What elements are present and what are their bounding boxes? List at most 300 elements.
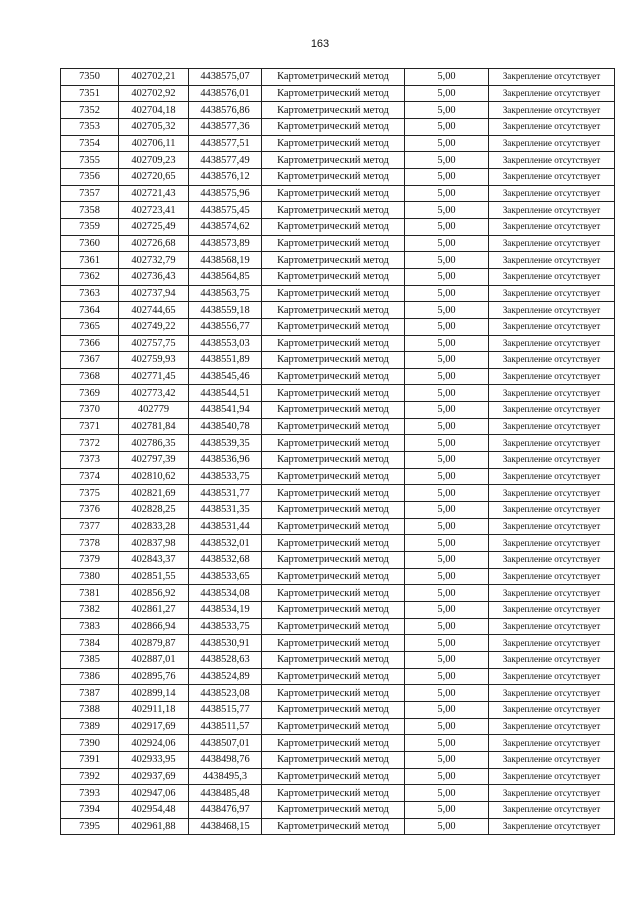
method-cell: Картометрический метод bbox=[262, 69, 405, 86]
fixation-cell: Закрепление отсутствует bbox=[489, 735, 615, 752]
point-number-cell: 7391 bbox=[61, 751, 119, 768]
point-number-cell: 7360 bbox=[61, 235, 119, 252]
x-coordinate-cell: 402736,43 bbox=[119, 268, 189, 285]
accuracy-cell: 5,00 bbox=[405, 135, 489, 152]
accuracy-cell: 5,00 bbox=[405, 818, 489, 835]
table-row bbox=[61, 618, 615, 635]
y-coordinate-cell: 4438575,96 bbox=[189, 185, 262, 202]
fixation-cell: Закрепление отсутствует bbox=[489, 235, 615, 252]
method-cell: Картометрический метод bbox=[262, 435, 405, 452]
point-number-cell: 7351 bbox=[61, 85, 119, 102]
point-number-cell: 7367 bbox=[61, 352, 119, 369]
fixation-cell: Закрепление отсутствует bbox=[489, 118, 615, 135]
method-cell: Картометрический метод bbox=[262, 285, 405, 302]
fixation-cell: Закрепление отсутствует bbox=[489, 418, 615, 435]
fixation-cell: Закрепление отсутствует bbox=[489, 535, 615, 552]
y-coordinate-cell: 4438540,78 bbox=[189, 418, 262, 435]
point-number-cell: 7385 bbox=[61, 651, 119, 668]
table-row bbox=[61, 751, 615, 768]
table-row bbox=[61, 535, 615, 552]
y-coordinate-cell: 4438523,08 bbox=[189, 685, 262, 702]
table-row bbox=[61, 585, 615, 602]
method-cell: Картометрический метод bbox=[262, 85, 405, 102]
y-coordinate-cell: 4438534,19 bbox=[189, 602, 262, 619]
method-cell: Картометрический метод bbox=[262, 352, 405, 369]
method-cell: Картометрический метод bbox=[262, 602, 405, 619]
y-coordinate-cell: 4438556,77 bbox=[189, 318, 262, 335]
fixation-cell: Закрепление отсутствует bbox=[489, 185, 615, 202]
fixation-cell: Закрепление отсутствует bbox=[489, 268, 615, 285]
method-cell: Картометрический метод bbox=[262, 668, 405, 685]
accuracy-cell: 5,00 bbox=[405, 502, 489, 519]
table-body bbox=[61, 69, 615, 835]
x-coordinate-cell: 402781,84 bbox=[119, 418, 189, 435]
y-coordinate-cell: 4438551,89 bbox=[189, 352, 262, 369]
y-coordinate-cell: 4438531,35 bbox=[189, 502, 262, 519]
fixation-cell: Закрепление отсутствует bbox=[489, 768, 615, 785]
x-coordinate-cell: 402704,18 bbox=[119, 102, 189, 119]
accuracy-cell: 5,00 bbox=[405, 368, 489, 385]
x-coordinate-cell: 402895,76 bbox=[119, 668, 189, 685]
x-coordinate-cell: 402856,92 bbox=[119, 585, 189, 602]
table-row bbox=[61, 418, 615, 435]
x-coordinate-cell: 402723,41 bbox=[119, 202, 189, 219]
fixation-cell: Закрепление отсутствует bbox=[489, 168, 615, 185]
table-row bbox=[61, 768, 615, 785]
x-coordinate-cell: 402709,23 bbox=[119, 152, 189, 169]
method-cell: Картометрический метод bbox=[262, 385, 405, 402]
table-row bbox=[61, 102, 615, 119]
accuracy-cell: 5,00 bbox=[405, 202, 489, 219]
x-coordinate-cell: 402887,01 bbox=[119, 651, 189, 668]
fixation-cell: Закрепление отсутствует bbox=[489, 202, 615, 219]
table-row bbox=[61, 435, 615, 452]
y-coordinate-cell: 4438568,19 bbox=[189, 252, 262, 269]
x-coordinate-cell: 402961,88 bbox=[119, 818, 189, 835]
x-coordinate-cell: 402749,22 bbox=[119, 318, 189, 335]
table-row bbox=[61, 485, 615, 502]
method-cell: Картометрический метод bbox=[262, 102, 405, 119]
point-number-cell: 7358 bbox=[61, 202, 119, 219]
point-number-cell: 7394 bbox=[61, 801, 119, 818]
table-row bbox=[61, 368, 615, 385]
table-row bbox=[61, 135, 615, 152]
fixation-cell: Закрепление отсутствует bbox=[489, 785, 615, 802]
fixation-cell: Закрепление отсутствует bbox=[489, 818, 615, 835]
table-row bbox=[61, 85, 615, 102]
fixation-cell: Закрепление отсутствует bbox=[489, 452, 615, 469]
y-coordinate-cell: 4438485,48 bbox=[189, 785, 262, 802]
y-coordinate-cell: 4438564,85 bbox=[189, 268, 262, 285]
x-coordinate-cell: 402861,27 bbox=[119, 602, 189, 619]
accuracy-cell: 5,00 bbox=[405, 685, 489, 702]
fixation-cell: Закрепление отсутствует bbox=[489, 751, 615, 768]
table-row bbox=[61, 352, 615, 369]
point-number-cell: 7353 bbox=[61, 118, 119, 135]
y-coordinate-cell: 4438532,01 bbox=[189, 535, 262, 552]
fixation-cell: Закрепление отсутствует bbox=[489, 69, 615, 86]
point-number-cell: 7371 bbox=[61, 418, 119, 435]
y-coordinate-cell: 4438515,77 bbox=[189, 701, 262, 718]
point-number-cell: 7379 bbox=[61, 552, 119, 569]
point-number-cell: 7386 bbox=[61, 668, 119, 685]
y-coordinate-cell: 4438541,94 bbox=[189, 402, 262, 419]
y-coordinate-cell: 4438559,18 bbox=[189, 302, 262, 319]
y-coordinate-cell: 4438545,46 bbox=[189, 368, 262, 385]
fixation-cell: Закрепление отсутствует bbox=[489, 701, 615, 718]
accuracy-cell: 5,00 bbox=[405, 768, 489, 785]
x-coordinate-cell: 402771,45 bbox=[119, 368, 189, 385]
y-coordinate-cell: 4438577,51 bbox=[189, 135, 262, 152]
point-number-cell: 7372 bbox=[61, 435, 119, 452]
y-coordinate-cell: 4438553,03 bbox=[189, 335, 262, 352]
x-coordinate-cell: 402702,92 bbox=[119, 85, 189, 102]
fixation-cell: Закрепление отсутствует bbox=[489, 318, 615, 335]
accuracy-cell: 5,00 bbox=[405, 69, 489, 86]
table-row bbox=[61, 685, 615, 702]
table-row bbox=[61, 502, 615, 519]
point-number-cell: 7369 bbox=[61, 385, 119, 402]
accuracy-cell: 5,00 bbox=[405, 418, 489, 435]
table-row bbox=[61, 218, 615, 235]
method-cell: Картометрический метод bbox=[262, 785, 405, 802]
point-number-cell: 7382 bbox=[61, 602, 119, 619]
accuracy-cell: 5,00 bbox=[405, 651, 489, 668]
point-number-cell: 7383 bbox=[61, 618, 119, 635]
point-number-cell: 7365 bbox=[61, 318, 119, 335]
method-cell: Картометрический метод bbox=[262, 768, 405, 785]
fixation-cell: Закрепление отсутствует bbox=[489, 651, 615, 668]
fixation-cell: Закрепление отсутствует bbox=[489, 335, 615, 352]
accuracy-cell: 5,00 bbox=[405, 468, 489, 485]
table-row bbox=[61, 402, 615, 419]
method-cell: Картометрический метод bbox=[262, 202, 405, 219]
method-cell: Картометрический метод bbox=[262, 418, 405, 435]
fixation-cell: Закрепление отсутствует bbox=[489, 468, 615, 485]
x-coordinate-cell: 402837,98 bbox=[119, 535, 189, 552]
fixation-cell: Закрепление отсутствует bbox=[489, 668, 615, 685]
method-cell: Картометрический метод bbox=[262, 302, 405, 319]
accuracy-cell: 5,00 bbox=[405, 335, 489, 352]
y-coordinate-cell: 4438539,35 bbox=[189, 435, 262, 452]
fixation-cell: Закрепление отсутствует bbox=[489, 302, 615, 319]
y-coordinate-cell: 4438532,68 bbox=[189, 552, 262, 569]
method-cell: Картометрический метод bbox=[262, 718, 405, 735]
point-number-cell: 7368 bbox=[61, 368, 119, 385]
y-coordinate-cell: 4438476,97 bbox=[189, 801, 262, 818]
fixation-cell: Закрепление отсутствует bbox=[489, 635, 615, 652]
point-number-cell: 7352 bbox=[61, 102, 119, 119]
y-coordinate-cell: 4438563,75 bbox=[189, 285, 262, 302]
x-coordinate-cell: 402786,35 bbox=[119, 435, 189, 452]
point-number-cell: 7378 bbox=[61, 535, 119, 552]
x-coordinate-cell: 402706,11 bbox=[119, 135, 189, 152]
fixation-cell: Закрепление отсутствует bbox=[489, 552, 615, 569]
point-number-cell: 7361 bbox=[61, 252, 119, 269]
fixation-cell: Закрепление отсутствует bbox=[489, 402, 615, 419]
x-coordinate-cell: 402702,21 bbox=[119, 69, 189, 86]
y-coordinate-cell: 4438577,49 bbox=[189, 152, 262, 169]
table-row bbox=[61, 302, 615, 319]
point-number-cell: 7377 bbox=[61, 518, 119, 535]
method-cell: Картометрический метод bbox=[262, 502, 405, 519]
fixation-cell: Закрепление отсутствует bbox=[489, 285, 615, 302]
x-coordinate-cell: 402947,06 bbox=[119, 785, 189, 802]
point-number-cell: 7389 bbox=[61, 718, 119, 735]
method-cell: Картометрический метод bbox=[262, 685, 405, 702]
table-row bbox=[61, 168, 615, 185]
fixation-cell: Закрепление отсутствует bbox=[489, 352, 615, 369]
accuracy-cell: 5,00 bbox=[405, 535, 489, 552]
method-cell: Картометрический метод bbox=[262, 318, 405, 335]
x-coordinate-cell: 402843,37 bbox=[119, 552, 189, 569]
method-cell: Картометрический метод bbox=[262, 235, 405, 252]
method-cell: Картометрический метод bbox=[262, 801, 405, 818]
point-number-cell: 7359 bbox=[61, 218, 119, 235]
method-cell: Картометрический метод bbox=[262, 402, 405, 419]
fixation-cell: Закрепление отсутствует bbox=[489, 718, 615, 735]
x-coordinate-cell: 402797,39 bbox=[119, 452, 189, 469]
fixation-cell: Закрепление отсутствует bbox=[489, 385, 615, 402]
accuracy-cell: 5,00 bbox=[405, 485, 489, 502]
y-coordinate-cell: 4438528,63 bbox=[189, 651, 262, 668]
y-coordinate-cell: 4438530,91 bbox=[189, 635, 262, 652]
coordinates-table bbox=[60, 68, 615, 835]
accuracy-cell: 5,00 bbox=[405, 452, 489, 469]
x-coordinate-cell: 402924,06 bbox=[119, 735, 189, 752]
y-coordinate-cell: 4438507,01 bbox=[189, 735, 262, 752]
x-coordinate-cell: 402833,28 bbox=[119, 518, 189, 535]
accuracy-cell: 5,00 bbox=[405, 285, 489, 302]
point-number-cell: 7373 bbox=[61, 452, 119, 469]
point-number-cell: 7370 bbox=[61, 402, 119, 419]
table-row bbox=[61, 185, 615, 202]
point-number-cell: 7364 bbox=[61, 302, 119, 319]
point-number-cell: 7350 bbox=[61, 69, 119, 86]
x-coordinate-cell: 402899,14 bbox=[119, 685, 189, 702]
accuracy-cell: 5,00 bbox=[405, 152, 489, 169]
x-coordinate-cell: 402851,55 bbox=[119, 568, 189, 585]
fixation-cell: Закрепление отсутствует bbox=[489, 252, 615, 269]
table-row bbox=[61, 318, 615, 335]
fixation-cell: Закрепление отсутствует bbox=[489, 218, 615, 235]
accuracy-cell: 5,00 bbox=[405, 552, 489, 569]
accuracy-cell: 5,00 bbox=[405, 585, 489, 602]
accuracy-cell: 5,00 bbox=[405, 518, 489, 535]
table-row bbox=[61, 518, 615, 535]
fixation-cell: Закрепление отсутствует bbox=[489, 801, 615, 818]
y-coordinate-cell: 4438536,96 bbox=[189, 452, 262, 469]
table-row bbox=[61, 468, 615, 485]
fixation-cell: Закрепление отсутствует bbox=[489, 685, 615, 702]
point-number-cell: 7381 bbox=[61, 585, 119, 602]
accuracy-cell: 5,00 bbox=[405, 435, 489, 452]
accuracy-cell: 5,00 bbox=[405, 402, 489, 419]
table-row bbox=[61, 568, 615, 585]
table-row bbox=[61, 801, 615, 818]
table-row bbox=[61, 69, 615, 86]
x-coordinate-cell: 402721,43 bbox=[119, 185, 189, 202]
table-row bbox=[61, 335, 615, 352]
x-coordinate-cell: 402737,94 bbox=[119, 285, 189, 302]
point-number-cell: 7384 bbox=[61, 635, 119, 652]
x-coordinate-cell: 402779 bbox=[119, 402, 189, 419]
method-cell: Картометрический метод bbox=[262, 751, 405, 768]
table-row bbox=[61, 668, 615, 685]
x-coordinate-cell: 402773,42 bbox=[119, 385, 189, 402]
point-number-cell: 7366 bbox=[61, 335, 119, 352]
method-cell: Картометрический метод bbox=[262, 735, 405, 752]
accuracy-cell: 5,00 bbox=[405, 352, 489, 369]
method-cell: Картометрический метод bbox=[262, 452, 405, 469]
x-coordinate-cell: 402937,69 bbox=[119, 768, 189, 785]
page-number: 163 bbox=[310, 38, 330, 50]
point-number-cell: 7362 bbox=[61, 268, 119, 285]
y-coordinate-cell: 4438533,75 bbox=[189, 618, 262, 635]
method-cell: Картометрический метод bbox=[262, 168, 405, 185]
fixation-cell: Закрепление отсутствует bbox=[489, 102, 615, 119]
point-number-cell: 7363 bbox=[61, 285, 119, 302]
accuracy-cell: 5,00 bbox=[405, 751, 489, 768]
fixation-cell: Закрепление отсутствует bbox=[489, 602, 615, 619]
y-coordinate-cell: 4438524,89 bbox=[189, 668, 262, 685]
accuracy-cell: 5,00 bbox=[405, 801, 489, 818]
fixation-cell: Закрепление отсутствует bbox=[489, 618, 615, 635]
table-row bbox=[61, 651, 615, 668]
method-cell: Картометрический метод bbox=[262, 268, 405, 285]
method-cell: Картометрический метод bbox=[262, 552, 405, 569]
y-coordinate-cell: 4438573,89 bbox=[189, 235, 262, 252]
y-coordinate-cell: 4438533,65 bbox=[189, 568, 262, 585]
table-row bbox=[61, 785, 615, 802]
x-coordinate-cell: 402911,18 bbox=[119, 701, 189, 718]
point-number-cell: 7393 bbox=[61, 785, 119, 802]
x-coordinate-cell: 402759,93 bbox=[119, 352, 189, 369]
y-coordinate-cell: 4438498,76 bbox=[189, 751, 262, 768]
table-row bbox=[61, 235, 615, 252]
x-coordinate-cell: 402866,94 bbox=[119, 618, 189, 635]
table-row bbox=[61, 701, 615, 718]
accuracy-cell: 5,00 bbox=[405, 168, 489, 185]
method-cell: Картометрический метод bbox=[262, 118, 405, 135]
table-row bbox=[61, 285, 615, 302]
table-row bbox=[61, 152, 615, 169]
y-coordinate-cell: 4438511,57 bbox=[189, 718, 262, 735]
accuracy-cell: 5,00 bbox=[405, 718, 489, 735]
method-cell: Картометрический метод bbox=[262, 701, 405, 718]
table-row bbox=[61, 385, 615, 402]
method-cell: Картометрический метод bbox=[262, 585, 405, 602]
method-cell: Картометрический метод bbox=[262, 468, 405, 485]
method-cell: Картометрический метод bbox=[262, 335, 405, 352]
method-cell: Картометрический метод bbox=[262, 152, 405, 169]
accuracy-cell: 5,00 bbox=[405, 735, 489, 752]
accuracy-cell: 5,00 bbox=[405, 185, 489, 202]
point-number-cell: 7355 bbox=[61, 152, 119, 169]
x-coordinate-cell: 402879,87 bbox=[119, 635, 189, 652]
x-coordinate-cell: 402821,69 bbox=[119, 485, 189, 502]
y-coordinate-cell: 4438495,3 bbox=[189, 768, 262, 785]
fixation-cell: Закрепление отсутствует bbox=[489, 485, 615, 502]
method-cell: Картометрический метод bbox=[262, 485, 405, 502]
method-cell: Картометрический метод bbox=[262, 535, 405, 552]
accuracy-cell: 5,00 bbox=[405, 602, 489, 619]
accuracy-cell: 5,00 bbox=[405, 318, 489, 335]
fixation-cell: Закрепление отсутствует bbox=[489, 435, 615, 452]
method-cell: Картометрический метод bbox=[262, 185, 405, 202]
x-coordinate-cell: 402757,75 bbox=[119, 335, 189, 352]
x-coordinate-cell: 402705,32 bbox=[119, 118, 189, 135]
point-number-cell: 7392 bbox=[61, 768, 119, 785]
fixation-cell: Закрепление отсутствует bbox=[489, 585, 615, 602]
method-cell: Картометрический метод bbox=[262, 135, 405, 152]
table-row bbox=[61, 602, 615, 619]
method-cell: Картометрический метод bbox=[262, 635, 405, 652]
x-coordinate-cell: 402810,62 bbox=[119, 468, 189, 485]
fixation-cell: Закрепление отсутствует bbox=[489, 502, 615, 519]
accuracy-cell: 5,00 bbox=[405, 118, 489, 135]
accuracy-cell: 5,00 bbox=[405, 218, 489, 235]
accuracy-cell: 5,00 bbox=[405, 385, 489, 402]
y-coordinate-cell: 4438574,62 bbox=[189, 218, 262, 235]
method-cell: Картометрический метод bbox=[262, 218, 405, 235]
accuracy-cell: 5,00 bbox=[405, 102, 489, 119]
point-number-cell: 7376 bbox=[61, 502, 119, 519]
fixation-cell: Закрепление отсутствует bbox=[489, 85, 615, 102]
table-row bbox=[61, 452, 615, 469]
table-row bbox=[61, 718, 615, 735]
y-coordinate-cell: 4438576,01 bbox=[189, 85, 262, 102]
point-number-cell: 7354 bbox=[61, 135, 119, 152]
fixation-cell: Закрепление отсутствует bbox=[489, 368, 615, 385]
method-cell: Картометрический метод bbox=[262, 618, 405, 635]
point-number-cell: 7357 bbox=[61, 185, 119, 202]
accuracy-cell: 5,00 bbox=[405, 668, 489, 685]
accuracy-cell: 5,00 bbox=[405, 785, 489, 802]
fixation-cell: Закрепление отсутствует bbox=[489, 568, 615, 585]
method-cell: Картометрический метод bbox=[262, 651, 405, 668]
fixation-cell: Закрепление отсутствует bbox=[489, 518, 615, 535]
y-coordinate-cell: 4438531,44 bbox=[189, 518, 262, 535]
x-coordinate-cell: 402917,69 bbox=[119, 718, 189, 735]
accuracy-cell: 5,00 bbox=[405, 618, 489, 635]
point-number-cell: 7380 bbox=[61, 568, 119, 585]
x-coordinate-cell: 402725,49 bbox=[119, 218, 189, 235]
accuracy-cell: 5,00 bbox=[405, 568, 489, 585]
method-cell: Картометрический метод bbox=[262, 518, 405, 535]
accuracy-cell: 5,00 bbox=[405, 635, 489, 652]
accuracy-cell: 5,00 bbox=[405, 701, 489, 718]
x-coordinate-cell: 402933,95 bbox=[119, 751, 189, 768]
point-number-cell: 7395 bbox=[61, 818, 119, 835]
accuracy-cell: 5,00 bbox=[405, 268, 489, 285]
x-coordinate-cell: 402828,25 bbox=[119, 502, 189, 519]
point-number-cell: 7356 bbox=[61, 168, 119, 185]
fixation-cell: Закрепление отсутствует bbox=[489, 152, 615, 169]
table-row bbox=[61, 635, 615, 652]
y-coordinate-cell: 4438576,86 bbox=[189, 102, 262, 119]
y-coordinate-cell: 4438533,75 bbox=[189, 468, 262, 485]
y-coordinate-cell: 4438544,51 bbox=[189, 385, 262, 402]
accuracy-cell: 5,00 bbox=[405, 302, 489, 319]
x-coordinate-cell: 402720,65 bbox=[119, 168, 189, 185]
x-coordinate-cell: 402744,65 bbox=[119, 302, 189, 319]
table-row bbox=[61, 818, 615, 835]
accuracy-cell: 5,00 bbox=[405, 252, 489, 269]
y-coordinate-cell: 4438577,36 bbox=[189, 118, 262, 135]
x-coordinate-cell: 402732,79 bbox=[119, 252, 189, 269]
fixation-cell: Закрепление отсутствует bbox=[489, 135, 615, 152]
